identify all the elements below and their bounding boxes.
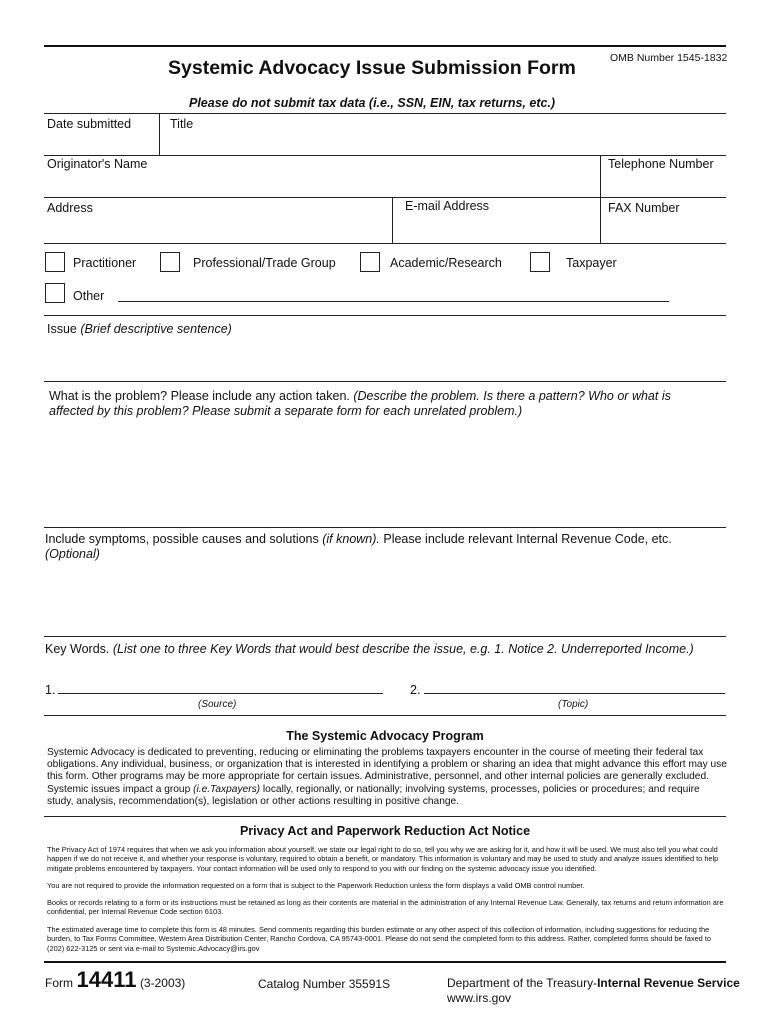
problem-hint-line2: affected by this problem? Please submit a separate form for each unrelated problem.) <box>49 404 523 418</box>
footer-catalog-number: Catalog Number 35591S <box>258 977 391 991</box>
title-label: Title <box>170 117 194 131</box>
omb-number: OMB Number 1545-1832 <box>610 52 728 64</box>
problem-input[interactable] <box>47 422 722 522</box>
program-p2-b: (i.e.Taxpayers) <box>193 783 261 795</box>
footer-form-date: (3-2003) <box>139 976 186 990</box>
date-submitted-label: Date submitted <box>47 117 132 131</box>
other-label: Other <box>73 289 105 303</box>
problem-label <box>49 389 671 403</box>
email-input[interactable] <box>405 220 593 236</box>
footer-top-rule <box>44 961 726 963</box>
footer-department <box>447 976 740 990</box>
originator-name-input[interactable] <box>47 175 587 191</box>
taxpayer-checkbox[interactable] <box>530 252 550 272</box>
privacy-paragraph-4: The estimated average time to complete this form is 48 minutes. Send comments regarding this burden estimate or any other aspect of this collection of information, including suggestions for reducing the burden, to Tax Forms Committee, Western Area Distribution Center, Rancho Cordova, CA 95743-0001. Please do not send the completed form to this address. Rather, completed forms should be faxed to (202) 622-3125 or sent via e-mail to Systemic.Advocacy@irs.gov <box>47 925 712 953</box>
keywords-label <box>45 642 694 656</box>
symptoms-input[interactable] <box>47 565 722 633</box>
row1-bottom-rule <box>44 155 726 156</box>
top-rule <box>44 45 726 47</box>
form-title: Systemic Advocacy Issue Submission Form <box>168 57 576 79</box>
footer-department-a: Department of the Treasury- <box>447 976 598 990</box>
row1-divider <box>159 113 160 155</box>
symptoms-bottom-rule <box>44 636 726 637</box>
professional-trade-group-checkbox[interactable] <box>160 252 180 272</box>
footer-department-b: Internal Revenue Service <box>597 976 740 990</box>
fax-input[interactable] <box>608 220 723 236</box>
footer-website: www.irs.gov <box>447 991 512 1005</box>
symptoms-label <box>45 532 672 546</box>
address-input[interactable] <box>47 220 382 236</box>
program-description <box>47 747 727 808</box>
academic-research-checkbox[interactable] <box>360 252 380 272</box>
issue-bottom-rule <box>44 381 726 382</box>
program-paragraph-1: Systemic Advocacy is dedicated to preventing, reducing or eliminating the problems taxpayers encounter in the course of meeting their federal tax obligations. Any individual, business, or organization that is interested in identifying a problem or sharing an idea that might advance this effort may use this form. Other programs may be more appropriate for certain issues. Administrative, personnel, and other internal policies are generally excluded. <box>47 747 727 783</box>
originator-name-label: Originator's Name <box>47 157 148 171</box>
taxpayer-label: Taxpayer <box>566 256 617 270</box>
row2-divider <box>600 155 601 243</box>
program-p2-c: locally, regionally, or nationally; involving systems, processes, policies or procedures; and require study, analysis, recommendation(s), legislation or other actions resulting in positive change. <box>47 783 700 807</box>
practitioner-checkbox[interactable] <box>45 252 65 272</box>
academic-research-label: Academic/Research <box>390 256 502 270</box>
keyword-2-number: 2. <box>410 683 421 697</box>
privacy-paragraph-2: You are not required to provide the information requested on a form that is subject to the Paperwork Reduction unless the form displays a valid OMB control number. <box>47 881 585 890</box>
problem-bottom-rule <box>44 527 726 528</box>
symptoms-label-text2: Please include relevant Internal Revenue Code, etc. <box>379 532 672 546</box>
issue-label <box>47 322 232 336</box>
privacy-paragraph-3: Books or records relating to a form or its instructions must be retained as long as their contents are material in the administration of any Internal Revenue Law. Generally, tax returns and return information are confidential, per Internal Revenue Code section 6103. <box>47 898 724 917</box>
program-bottom-rule <box>44 816 726 817</box>
footer-form-word: Form <box>45 976 73 990</box>
footer-form-number: 14411 <box>76 967 137 992</box>
keyword-2-underline <box>424 693 725 694</box>
telephone-input[interactable] <box>608 175 723 191</box>
professional-trade-group-label: Professional/Trade Group <box>193 256 336 270</box>
email-label: E-mail Address <box>405 199 490 213</box>
keywords-bottom-rule <box>44 715 726 716</box>
issue-input[interactable] <box>47 340 722 376</box>
date-submitted-input[interactable] <box>47 134 152 150</box>
row1-top-rule <box>44 113 726 114</box>
keyword-1-input[interactable] <box>62 676 380 692</box>
keyword-1-number: 1. <box>45 683 56 697</box>
program-heading: The Systemic Advocacy Program <box>286 729 484 743</box>
keywords-hint: (List one to three Key Words that would best describe the issue, e.g. 1. Notice 2. Underreported Income.) <box>112 642 694 656</box>
title-input[interactable] <box>170 134 720 150</box>
keyword-2-input[interactable] <box>428 676 722 692</box>
keyword-topic-label: (Topic) <box>558 699 589 710</box>
issue-label-text: Issue <box>47 322 77 336</box>
checkbox-section-bottom-rule <box>44 315 726 316</box>
symptoms-label-text: Include symptoms, possible causes and solutions <box>45 532 323 546</box>
problem-hint-line1: (Describe the problem. Is there a pattern? Who or what is <box>353 389 671 403</box>
keyword-source-label: (Source) <box>198 699 237 710</box>
issue-hint: (Brief descriptive sentence) <box>80 322 232 336</box>
privacy-heading: Privacy Act and Paperwork Reduction Act Notice <box>239 824 531 838</box>
fax-label: FAX Number <box>608 201 680 215</box>
other-underline <box>118 301 669 302</box>
row3-divider <box>392 197 393 243</box>
symptoms-if-known: (if known). <box>322 532 380 546</box>
other-input[interactable] <box>120 284 665 300</box>
footer-form-id <box>45 967 185 993</box>
problem-label-text: What is the problem? Please include any action taken. <box>49 389 354 403</box>
other-checkbox[interactable] <box>45 283 65 303</box>
symptoms-optional: (Optional) <box>45 547 100 561</box>
row3-bottom-rule <box>44 243 726 244</box>
program-paragraph-2 <box>47 784 727 808</box>
keyword-1-underline <box>58 693 383 694</box>
privacy-paragraph-1: The Privacy Act of 1974 requires that when we ask you information about yourself, we state our legal right to do so, tell you why we are asking for it, and how it will be used. We must also tell you what could happen if we do not receive it, and whether your response is voluntary, required to obtain a benefit, or mandatory. This information is voluntary and may be used to study and analyze issues identified to help mitigate problems encountered by taxpayers. Your contact information will be used only to respond to you with our finding on the systemic advocacy issue you identified. <box>47 845 719 873</box>
program-p2-a: Systemic issues impact a group <box>47 783 194 795</box>
address-label: Address <box>47 201 93 215</box>
tax-data-notice: Please do not submit tax data (i.e., SSN, EIN, tax returns, etc.) <box>189 96 556 110</box>
keywords-label-text: Key Words. <box>45 642 113 656</box>
practitioner-label: Practitioner <box>73 256 137 270</box>
telephone-label: Telephone Number <box>608 157 714 171</box>
row2-bottom-rule <box>44 197 726 198</box>
